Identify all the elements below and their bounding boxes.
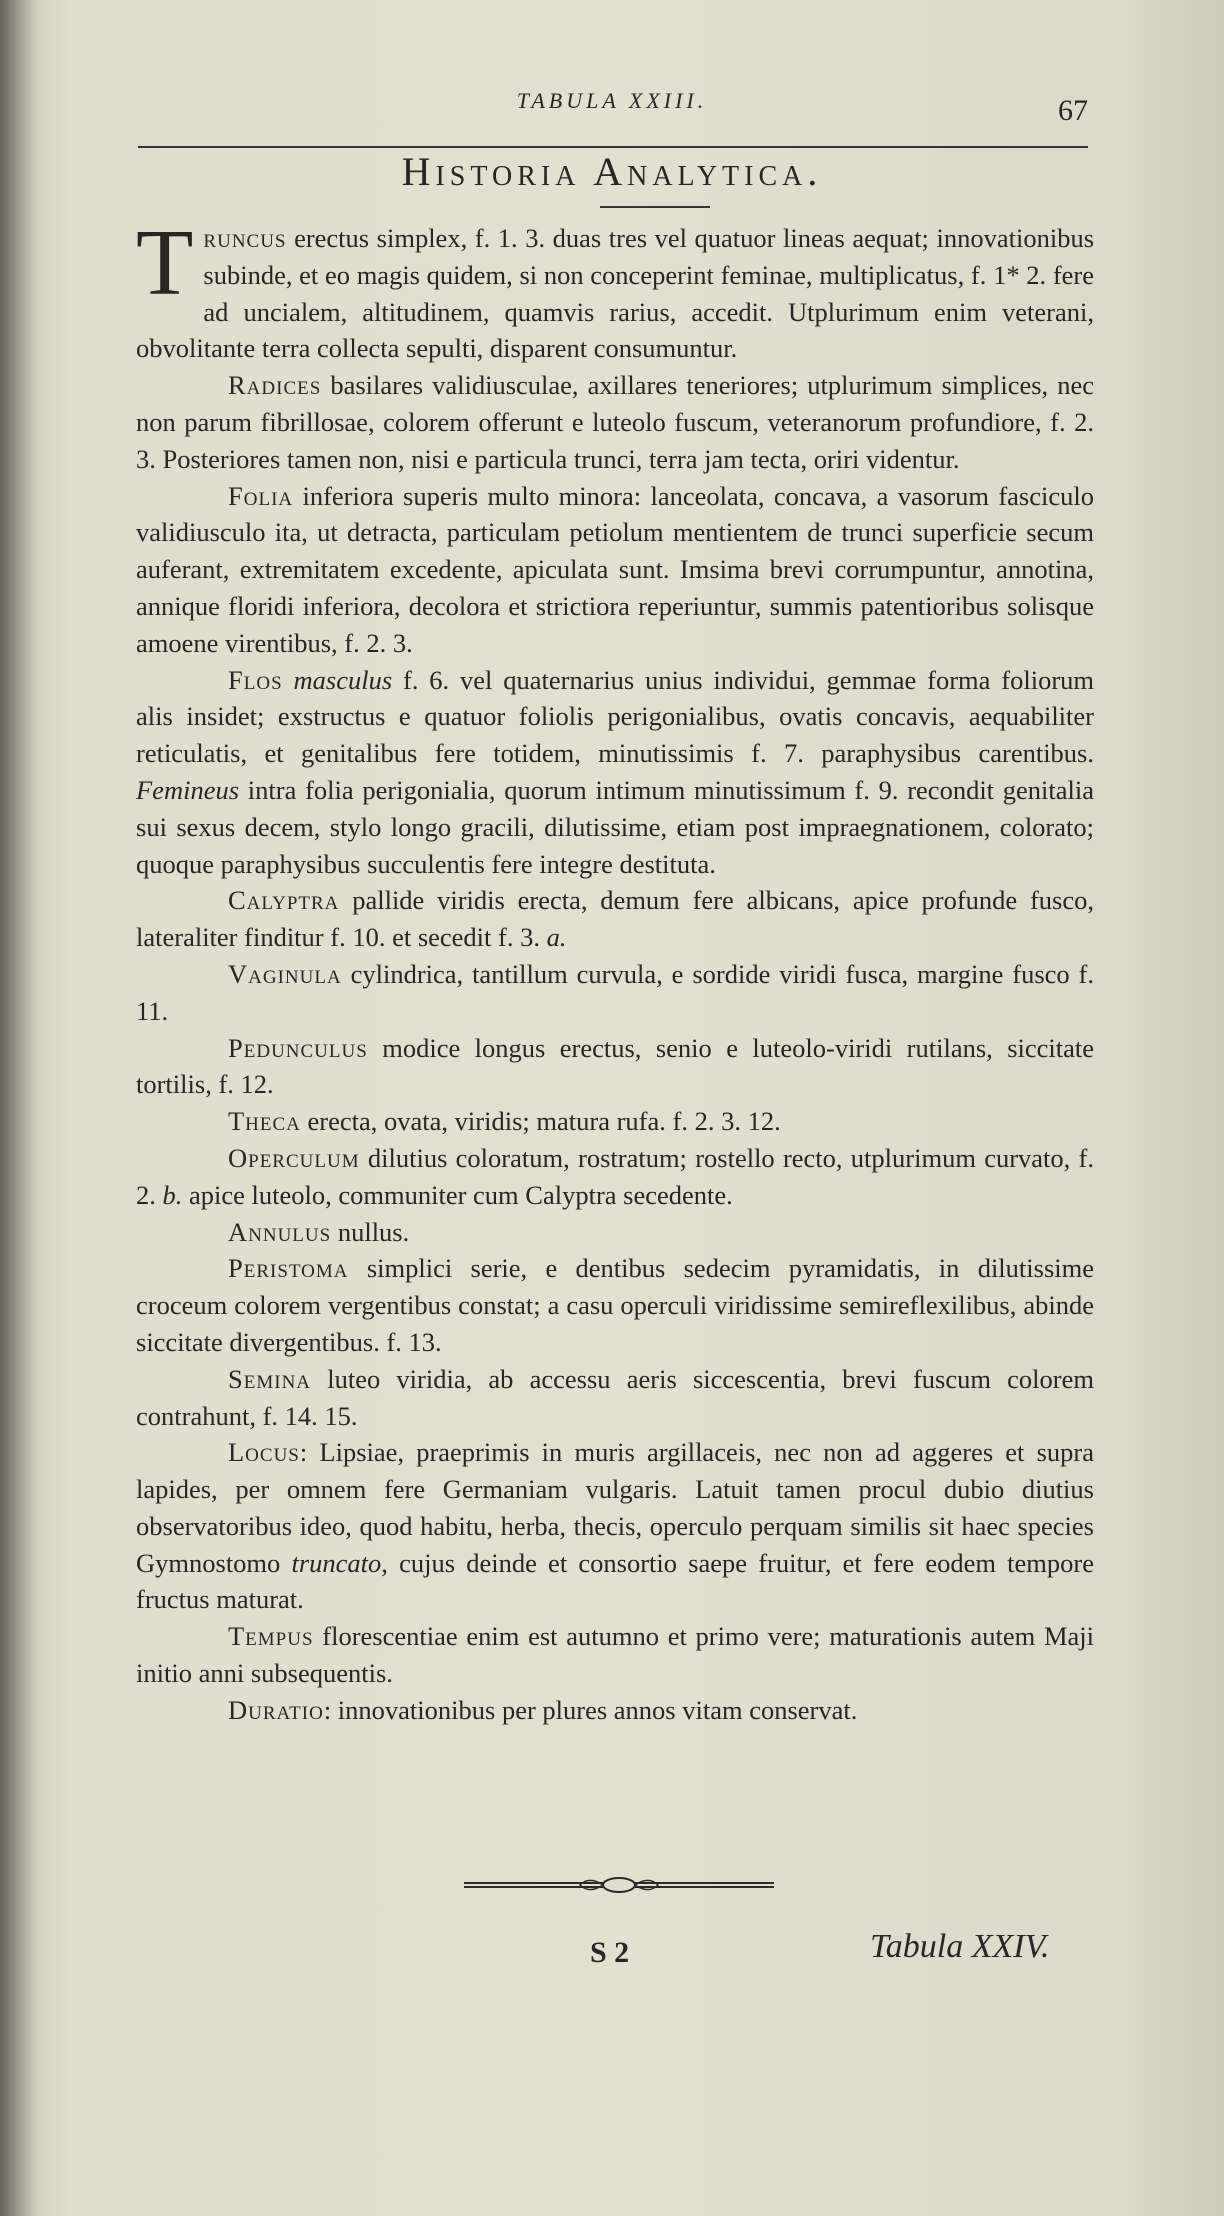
lead-word: Vaginula bbox=[228, 958, 342, 989]
lead-word: Flos bbox=[228, 664, 283, 695]
paragraph-text: apice luteolo, communiter cum Calyptra secedente. bbox=[189, 1179, 733, 1210]
gutter-shadow bbox=[0, 0, 40, 2216]
paragraph-text: florescentiae enim est autumno et primo vere; maturationis autem Maji initio anni subsequentis. bbox=[136, 1621, 1094, 1689]
lead-word: Locus bbox=[228, 1437, 300, 1468]
ornamental-rule bbox=[464, 1876, 774, 1894]
italic-term: b. bbox=[162, 1179, 183, 1210]
running-head: TABULA XXIII. bbox=[516, 88, 708, 113]
paragraph-text: erectus simplex, f. 1. 3. duas tres vel quatuor lineas aequat; innovationibus subinde, et eo magis quidem, si non conceperint feminae, multiplicatus, f. 1* 2. fere ad uncialem, altitudinem, quamvis rarius, accedit. Utplurimum enim veterani, obvolitante terra collecta sepulti, disparent consumuntur. bbox=[136, 223, 1095, 364]
paragraph-peristoma bbox=[136, 1250, 1094, 1360]
main-text bbox=[136, 211, 1095, 1729]
paragraph-text: cylindrica, tantillum curvula, e sordide viridi fusca, margine fusco f. 11. bbox=[136, 958, 1094, 1026]
paragraph-text: pallide viridis erecta, demum fere albicans, apice profunde fusco, lateraliter finditur f. 10. et secedit f. 3. bbox=[136, 885, 1095, 953]
paragraph-locus bbox=[136, 1434, 1094, 1618]
lead-word: Semina bbox=[228, 1363, 312, 1394]
lead-word: Calyptra bbox=[228, 885, 340, 916]
paragraph-text: luteo viridia, ab accessu aeris siccescentia, brevi fuscum colorem contrahunt, f. 14. 15. bbox=[136, 1363, 1094, 1431]
paragraph-text: dilutius coloratum, rostratum; rostello recto, utplurimum curvato, f. 2. bbox=[136, 1142, 1095, 1210]
paragraph-calyptra bbox=[136, 882, 1094, 956]
paragraph-tempus bbox=[136, 1618, 1094, 1692]
catchword: Tabula XXIV. bbox=[870, 1928, 1050, 1965]
paragraph-text: simplici serie, e dentibus sedecim pyramidatis, in dilutissime croceum colorem vergentibus constat; a casu operculi viridissime semireflexilibus, abinde siccitate divergentibus. f. 13. bbox=[136, 1253, 1095, 1357]
lead-word: Tempus bbox=[228, 1621, 314, 1652]
signature-mark: S 2 bbox=[590, 1936, 630, 1969]
lead-word: Operculum bbox=[228, 1142, 360, 1173]
lead-word: Annulus bbox=[228, 1216, 332, 1247]
lead-word: Theca bbox=[228, 1106, 301, 1137]
paragraph-theca bbox=[136, 1103, 1094, 1140]
paragraph-text: intra folia perigonialia, quorum intimum minutissimum f. 9. recondit genitalia sui sexus decem, stylo longo gracili, dilutissime, etiam post impraegnationem, colorato; quoque paraphysibus succulentis fere integre destituta. bbox=[136, 774, 1095, 879]
lead-word: Folia bbox=[228, 480, 294, 511]
italic-term: Femineus bbox=[136, 774, 240, 805]
lead-word: Radices bbox=[228, 370, 322, 401]
paragraph-text: erecta, ovata, viridis; matura rufa. f. 2. 3. 12. bbox=[307, 1106, 781, 1137]
paragraph-text: : innovationibus per plures annos vitam conservat. bbox=[323, 1694, 858, 1725]
paragraph-operculum bbox=[136, 1140, 1094, 1214]
paragraph-duratio bbox=[136, 1692, 1094, 1729]
paragraph-semina bbox=[136, 1361, 1094, 1435]
lead-word: Duratio bbox=[228, 1694, 324, 1725]
paragraph-text: : Lipsiae, praeprimis in muris argillaceis, nec non ad aggeres et supra lapides, per omnem fere Germaniam vulgaris. Latuit tamen procul dubio diutius observatoribus ideo, quod habitu, herba, thecis, operculo perquam similis sit haec species Gymnostomo bbox=[136, 1437, 1094, 1578]
paragraph-pedunculus bbox=[136, 1030, 1094, 1104]
paragraph-flos bbox=[136, 662, 1094, 883]
page-title: Historia Analytica. bbox=[401, 149, 823, 194]
italic-term: a. bbox=[546, 922, 567, 953]
paragraph-text: basilares validiusculae, axillares teneriores; utplurimum simplices, nec non parum fibrillosae, colorem offerunt e luteolo fuscum, veteranorum profundiore, f. 2. 3. Posteriores tamen non, nisi e particula trunci, terra jam tecta, oriri videntur. bbox=[136, 370, 1094, 474]
paragraph-text: modice longus erectus, senio e luteolo-viridi rutilans, siccitate tortilis, f. 12. bbox=[136, 1032, 1095, 1100]
lead-word: Pedunculus bbox=[228, 1032, 368, 1063]
italic-term: truncato, bbox=[291, 1547, 388, 1578]
paragraph-folia bbox=[136, 478, 1094, 662]
paragraph-vaginula bbox=[136, 956, 1094, 1030]
paragraph-annulus bbox=[136, 1214, 1094, 1251]
paragraph-truncus bbox=[136, 211, 1095, 367]
drop-cap: T bbox=[136, 211, 194, 315]
italic-term: masculus bbox=[293, 664, 393, 695]
paragraph-radices bbox=[136, 367, 1094, 477]
paragraph-text: nullus. bbox=[337, 1216, 410, 1247]
lead-word: runcus bbox=[203, 223, 287, 253]
paragraph-text: cujus deinde et consortio saepe fruitur, et fere eodem tempore fructus maturat. bbox=[136, 1547, 1094, 1615]
lead-word: Peristoma bbox=[228, 1253, 349, 1284]
title-rule bbox=[600, 206, 710, 208]
paragraph-text: f. 6. vel quaternarius unius individui, gemmae forma foliorum alis insidet; exstructus e quatuor foliolis perigonialibus, ovatis concavis, aequabiliter reticulatis, et genitalibus fere totidem, minutissimis f. 7. paraphysibus carentibus. bbox=[136, 664, 1095, 769]
page-number: 67 bbox=[1058, 94, 1088, 127]
paragraph-text: inferiora superis multo minora: lanceolata, concava, a vasorum fasciculo validiusculo ita, ut detracta, particulam petiolum mentientem de trunci superficie secum auferant, extremitatem excedente, apiculata sunt. Imsima brevi corrumpuntur, annotina, annique floridi inferiora, decolora et strictiora reperiuntur, summis patentioribus solisque amoene virentibus, f. 2. 3. bbox=[136, 480, 1094, 658]
